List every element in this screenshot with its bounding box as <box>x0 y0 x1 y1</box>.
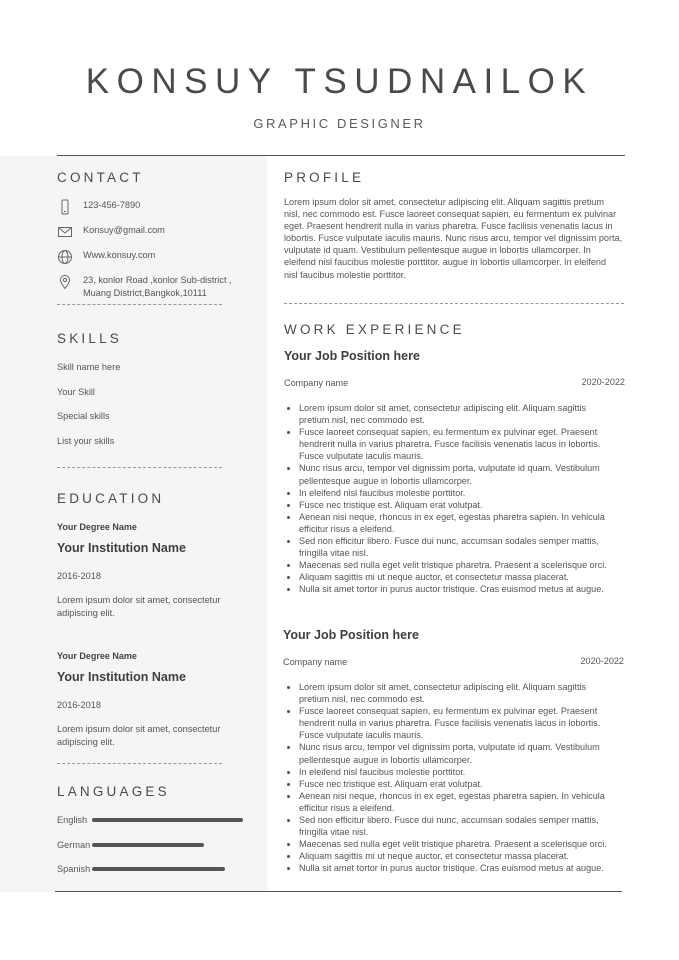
responsibility-line: Fusce nec tristique est. Aliquam erat volutpat. <box>299 499 483 510</box>
responsibility-line: Aenean nisi neque, rhoncus in ex eget, egestas pharetra sapien. In vehicula <box>299 511 605 522</box>
job-responsibilities <box>284 681 629 875</box>
profile-line: lobortis. Fusce vulputate iaculis mauris. Nunc risus arcu, tempor vel dignissim porta, <box>284 233 623 244</box>
job-dates: 2020-2022 <box>581 377 625 387</box>
skills-divider <box>57 467 222 468</box>
responsibility-line: Fusce vulputate iaculis mauris. <box>299 730 424 741</box>
responsibility-item <box>299 511 629 535</box>
location-pin-icon <box>57 274 73 290</box>
language-spanish <box>57 864 225 874</box>
skill-item: Special skills <box>57 411 110 421</box>
responsibility-line: Aliquam sagittis mi ut neque auctor, et consectetur massa placerat. <box>299 851 569 862</box>
education-description-line: adipiscing elit. <box>57 607 115 618</box>
education-description-line: Lorem ipsum dolor sit amet, consectetur <box>57 724 221 734</box>
work-experience-heading: WORK EXPERIENCE <box>284 322 465 337</box>
language-level-bar <box>92 867 225 871</box>
responsibility-line: Fusce laoreet consequat sapien, eu fermentum ex pulvinar eget. Praesent <box>299 706 598 717</box>
profile-line: vulputate id quam. Vestibulum pellentesque augue in lobortis ullamcorper. In <box>284 245 591 256</box>
responsibility-line: Lorem ipsum dolor sit amet, consectetur adipiscing elit. Aliquam sagittis <box>299 403 587 413</box>
responsibility-line: In eleifend nisl faucibus molestie porttitor. <box>299 766 466 777</box>
responsibility-item <box>299 705 629 741</box>
education-divider <box>57 763 222 764</box>
responsibility-item <box>299 862 629 874</box>
responsibility-line: pretium nisl, nec commodo est. <box>299 694 425 705</box>
job-position: Your Job Position here <box>283 628 419 642</box>
responsibility-line: efficitur risus a eleifend. <box>299 802 395 813</box>
responsibility-line: Aenean nisi neque, rhoncus in ex eget, egestas pharetra sapien. In vehicula <box>299 790 605 801</box>
responsibility-line: Nunc risus arcu, tempor vel dignissim porta, vulputate id quam. Vestibulum <box>299 463 600 474</box>
mail-icon <box>57 224 73 240</box>
company-name: Company name <box>283 657 348 667</box>
skill-item: Your Skill <box>57 387 95 397</box>
education-description <box>57 723 220 748</box>
profile-line: nisl, nec commodo est. Fusce laoreet consequat sapien, eu fermentum ex pulvinar <box>284 209 617 220</box>
responsibility-item <box>299 535 629 559</box>
contact-phone <box>57 199 140 215</box>
education-description-line: adipiscing elit. <box>57 736 115 747</box>
contact-email <box>57 224 165 240</box>
responsibility-line: Sed non efficitur libero. Fusce dui nunc, accumsan sodales semper mattis, <box>299 536 599 547</box>
responsibility-item <box>299 487 629 499</box>
candidate-name: KONSUY TSUDNAILOK <box>85 62 594 101</box>
responsibility-line: Fusce vulputate iaculis mauris. <box>299 451 424 462</box>
language-english <box>57 815 243 825</box>
address-line-2: Muang District,Bangkok,10111 <box>83 287 207 298</box>
skill-item: List your skills <box>57 436 115 446</box>
education-description <box>57 594 220 619</box>
language-german <box>57 840 204 850</box>
website-text: Www.konsuy.com <box>83 250 156 260</box>
responsibility-line: efficitur risus a eleifend. <box>299 523 395 534</box>
profile-text <box>284 196 622 281</box>
responsibility-line: Nulla sit amet tortor in purus auctor tristique. Cras euismod metus at augue. <box>299 863 604 874</box>
language-name: German <box>57 840 91 850</box>
responsibility-item <box>299 766 629 778</box>
degree-name: Your Degree Name <box>57 651 137 661</box>
responsibility-line: In eleifend nisl faucibus molestie porttitor. <box>299 487 466 498</box>
responsibility-item <box>299 741 629 765</box>
responsibility-item <box>299 559 629 571</box>
education-heading: EDUCATION <box>57 491 165 506</box>
phone-text: 123-456-7890 <box>83 200 141 210</box>
institution-name: Your Institution Name <box>57 670 186 684</box>
job-position: Your Job Position here <box>284 349 420 363</box>
responsibility-item <box>299 571 629 583</box>
responsibility-item <box>299 426 629 462</box>
responsibility-line: Nunc risus arcu, tempor vel dignissim porta, vulputate id quam. Vestibulum <box>299 742 600 753</box>
phone-icon <box>57 199 73 215</box>
language-level-bar <box>92 818 243 822</box>
responsibility-line: fringilla vitae nisl. <box>299 548 369 559</box>
responsibility-item <box>299 790 629 814</box>
responsibility-line: fringilla vitae nisl. <box>299 827 369 838</box>
profile-divider <box>284 303 624 304</box>
language-name: Spanish <box>57 864 91 874</box>
profile-heading: PROFILE <box>284 170 365 185</box>
profile-line: nisl faucibus molestie porttitor. <box>284 269 406 280</box>
language-level-bar <box>92 843 204 847</box>
responsibility-line: Fusce nec tristique est. Aliquam erat volutpat. <box>299 778 483 789</box>
responsibility-item <box>299 681 629 705</box>
responsibility-item <box>299 583 629 595</box>
job-dates: 2020-2022 <box>580 656 624 666</box>
address-text <box>83 274 232 299</box>
responsibility-line: pellentesque augue in lobortis ullamcorper. <box>299 475 472 486</box>
skills-heading: SKILLS <box>57 331 122 346</box>
responsibility-line: pretium nisl, nec commodo est. <box>299 415 425 426</box>
language-name: English <box>57 815 88 825</box>
responsibility-item <box>299 850 629 862</box>
profile-line: Lorem ipsum dolor sit amet, consectetur adipiscing elit. Aliquam sagittis pretium <box>284 197 604 207</box>
responsibility-item <box>299 462 629 486</box>
contact-heading: CONTACT <box>57 170 144 185</box>
responsibility-item <box>299 402 629 426</box>
responsibility-line: Sed non efficitur libero. Fusce dui nunc, accumsan sodales semper mattis, <box>299 815 599 826</box>
responsibility-line: pellentesque augue in lobortis ullamcorper. <box>299 754 472 765</box>
footer-divider <box>55 891 622 892</box>
institution-name: Your Institution Name <box>57 541 186 555</box>
company-name: Company name <box>284 378 349 388</box>
education-years: 2016-2018 <box>57 700 101 710</box>
degree-name: Your Degree Name <box>57 522 137 532</box>
skill-item: Skill name here <box>57 362 121 372</box>
profile-line: eleifend nisl faucibus molestie porttitor. augue in lobortis ullamcorper. In eleifend <box>284 257 607 268</box>
responsibility-line: Aliquam sagittis mi ut neque auctor, et consectetur massa placerat. <box>299 572 569 583</box>
job-responsibilities <box>284 402 629 596</box>
responsibility-line: hendrerit nulla in varius pharetra. Fusce facilisis venenatis lacus in lobortis. <box>299 439 601 450</box>
responsibility-item <box>299 838 629 850</box>
contact-website <box>57 249 155 265</box>
responsibility-line: Maecenas sed nulla eget velit tristique pharetra. Praesent a scelerisque orci. <box>299 560 607 571</box>
languages-heading: LANGUAGES <box>57 784 170 799</box>
responsibility-line: Lorem ipsum dolor sit amet, consectetur adipiscing elit. Aliquam sagittis <box>299 682 587 692</box>
email-text: Konsuy@gmail.com <box>83 225 165 235</box>
job-title: GRAPHIC DESIGNER <box>253 116 426 131</box>
globe-icon <box>57 249 73 265</box>
responsibility-item <box>299 814 629 838</box>
education-years: 2016-2018 <box>57 571 101 581</box>
responsibility-item <box>299 778 629 790</box>
responsibility-line: hendrerit nulla in varius pharetra. Fusce facilisis venenatis lacus in lobortis. <box>299 718 601 729</box>
contact-address <box>57 274 232 299</box>
responsibility-line: Nulla sit amet tortor in purus auctor tristique. Cras euismod metus at augue. <box>299 584 604 595</box>
education-description-line: Lorem ipsum dolor sit amet, consectetur <box>57 595 221 605</box>
contact-divider <box>57 304 222 305</box>
responsibility-line: Fusce laoreet consequat sapien, eu fermentum ex pulvinar eget. Praesent <box>299 427 598 438</box>
profile-line: eget. Praesent hendrerit nulla in varius pharetra. Fusce facilisis venenatis lacus in <box>284 221 613 232</box>
responsibility-item <box>299 499 629 511</box>
address-line-1: 23, konlor Road ,konlor Sub-district , <box>83 275 232 285</box>
responsibility-line: Maecenas sed nulla eget velit tristique pharetra. Praesent a scelerisque orci. <box>299 839 607 850</box>
